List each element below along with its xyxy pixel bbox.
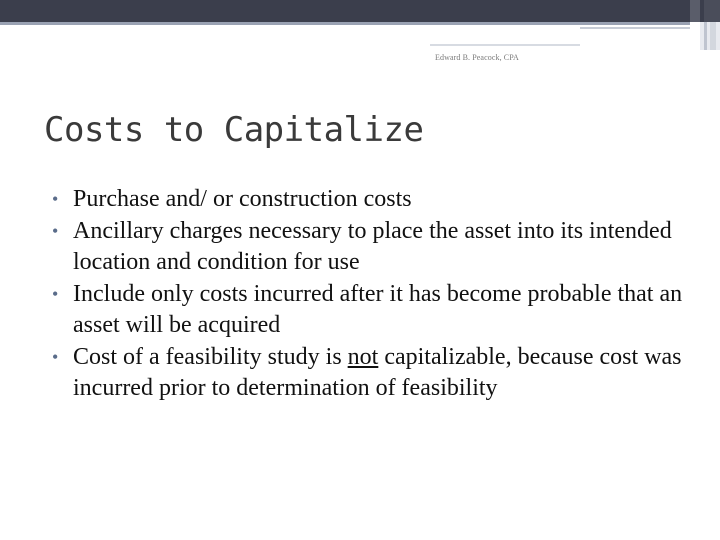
bullet-text: Include only costs incurred after it has become probable that an asset will be acquired [73,280,683,338]
banner-accent-block [704,0,720,22]
bullet-text: Purchase and/ or construction costs [73,186,412,212]
bullet-item [52,279,702,342]
corner-accent [700,22,720,50]
bullet-item [52,216,702,279]
bullet-text-after: capitalizable, because cost was incurred prior to determination of feasibility [73,343,682,401]
accent-line [580,27,690,29]
bullet-list [52,184,702,405]
top-banner [0,0,720,22]
bullet-emphasis: not [347,343,379,370]
author-credit: Edward B. Peacock, CPA [435,53,519,62]
bullet-icon: • [52,283,59,304]
bullet-item [52,184,702,216]
corner-accent-stripe [704,22,707,50]
bullet-item [52,342,702,405]
slide-title: Costs to Capitalize [44,110,424,150]
accent-line [0,22,690,25]
bullet-icon: • [52,189,59,209]
bullet-icon: • [52,346,59,367]
bullet-text-before: Cost of a feasibility study is [73,343,348,370]
corner-accent-stripe [710,22,716,50]
bullet-icon: • [52,220,59,241]
banner-accent-lines [0,22,720,32]
accent-line [430,44,580,46]
bullet-text: Ancillary charges necessary to place the asset into its intended location and condition for use [73,217,672,275]
banner-accent-block [690,0,700,22]
